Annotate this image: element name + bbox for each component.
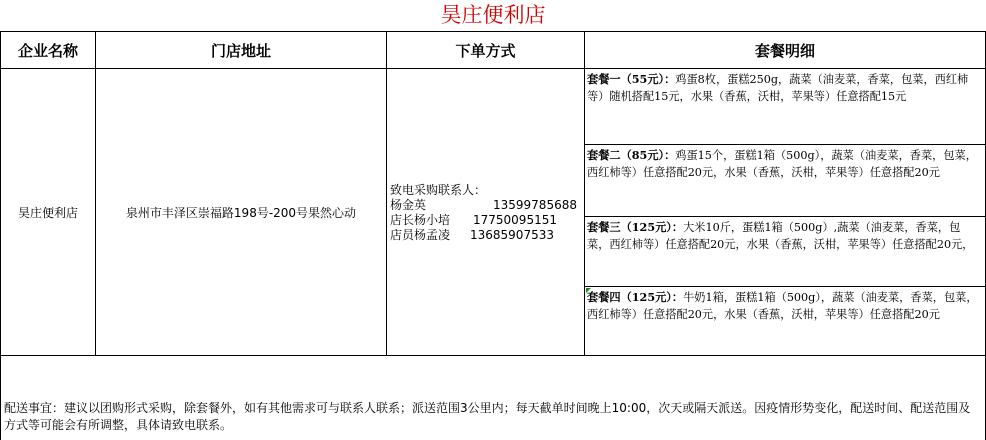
contact-phone: 13599785688 [493, 198, 577, 212]
contact-row [390, 228, 582, 243]
store-address: 泉州市丰泽区崇福路198号-200号果然心动 [125, 205, 357, 220]
header-company: 企业名称 [1, 32, 96, 69]
order-method-cell[interactable] [387, 69, 585, 356]
package-name: 套餐四（125元）： [587, 290, 684, 304]
package-name: 套餐二（85元）： [587, 148, 676, 162]
package-name: 套餐三（125元）： [587, 220, 684, 234]
contact-phone: 17750095151 [473, 213, 557, 227]
package-detail: 牛奶1箱，蛋糕1箱（500g），蔬菜（油麦菜，香菜，包菜，西红柿等）任意搭配20元，水果（香蕉，沃柑，苹果等）任意搭配20元 [587, 291, 978, 321]
package-detail: 鸡蛋8枚，蛋糕250g，蔬菜（油麦菜，香菜，包菜，西红柿等）随机搭配15元，水果（香蕉，沃柑，苹果等）任意搭配15元 [587, 73, 969, 103]
header-order-method: 下单方式 [387, 32, 585, 69]
package-cell[interactable] [585, 145, 986, 217]
package-name: 套餐一（55元）： [587, 72, 676, 86]
package-detail: 大米10斤，蛋糕1箱（500g）,蔬菜（油麦菜，香菜，包菜，西红柿等）任意搭配20元，水果（香蕉，沃柑，苹果等）任意搭配20元， [587, 221, 974, 251]
contact-name: 杨金英 [390, 198, 427, 212]
company-name: 昊庄便利店 [17, 205, 78, 220]
contact-row [390, 198, 582, 213]
address-cell[interactable] [96, 69, 387, 356]
delivery-note-cell[interactable] [1, 356, 986, 440]
contact-name: 店员杨孟凌 [390, 228, 451, 242]
package-cell[interactable] [585, 69, 986, 145]
order-contact-heading: 致电采购联系人： [390, 183, 487, 197]
contact-phone: 13685907533 [470, 228, 554, 242]
package-cell[interactable] [585, 287, 986, 356]
package-detail: 鸡蛋15个，蛋糕1箱（500g），蔬菜（油麦菜，香菜，包菜，西红柿等）任意搭配20元，水果（香蕉，沃柑，苹果等）任意搭配20元 [587, 149, 977, 179]
contact-row [390, 213, 582, 228]
header-address: 门店地址 [96, 32, 387, 69]
comment-marker-icon [586, 288, 591, 293]
company-cell[interactable] [1, 69, 96, 356]
delivery-note: 配送事宜：建议以团购形式采购，除套餐外，如有其他需求可与联系人联系；派送范围3公里内；每天截单时间晚上10:00，次天或隔天派送。因疫情形势变化，配送时间、配送范围及方式等可能会有所调整，具体请致电联系。 [4, 401, 971, 432]
header-packages: 套餐明细 [585, 32, 986, 69]
contact-name: 店长杨小培 [390, 213, 451, 227]
package-cell[interactable] [585, 217, 986, 287]
store-title: 昊庄便利店 [440, 3, 546, 27]
